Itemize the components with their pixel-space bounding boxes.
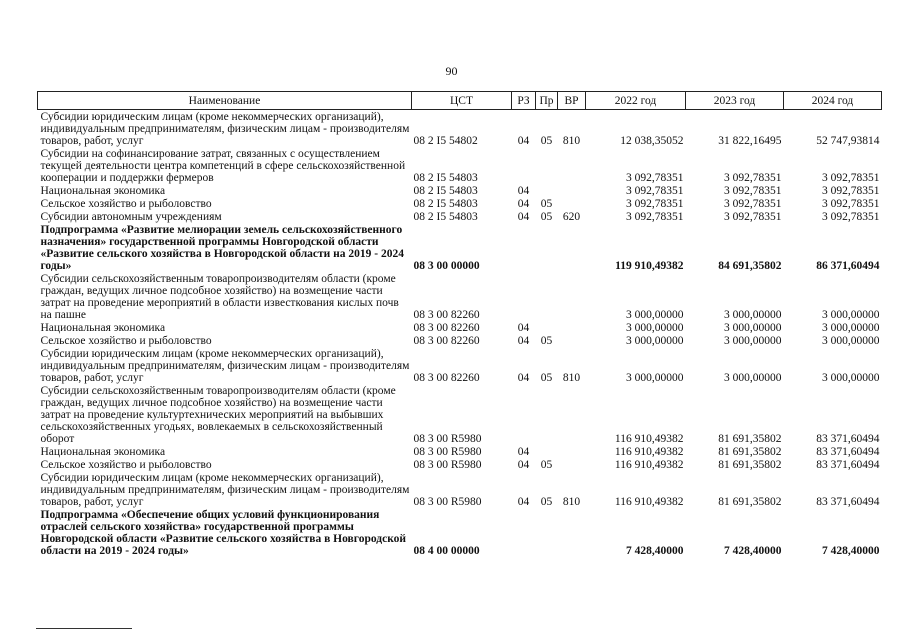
row-pr <box>536 384 558 445</box>
row-2024: 83 371,60494 <box>816 496 880 508</box>
row-rz: 04 <box>517 135 530 147</box>
row-pr <box>536 147 558 184</box>
row-vr: 810 <box>562 496 581 508</box>
row-2024: 52 747,93814 <box>816 135 880 147</box>
row-cst: 08 2 I5 54803 <box>413 185 478 197</box>
header-cst: ЦСТ <box>412 92 512 110</box>
row-vr: 810 <box>562 135 581 147</box>
row-2024: 3 000,00000 <box>822 372 880 384</box>
row-2023: 3 092,78351 <box>724 185 782 197</box>
row-2022: 3 092,78351 <box>626 211 684 223</box>
table-row <box>38 445 882 458</box>
row-2024: 3 000,00000 <box>822 309 880 321</box>
row-rz: 04 <box>517 372 530 384</box>
row-2024: 3 092,78351 <box>822 198 880 210</box>
row-2023: 84 691,35802 <box>718 260 782 272</box>
row-cst: 08 3 00 00000 <box>413 260 480 272</box>
header-2024: 2024 год <box>784 92 882 110</box>
row-rz: 04 <box>517 496 530 508</box>
row-name: Субсидии сельскохозяйственным товаропроизводителям области (кроме граждан, ведущих личное подсобное хозяйство) на возмещение части затрат на проведение мероприятий в области известкования кислых почв на пашне <box>40 273 399 321</box>
row-vr <box>558 272 586 321</box>
row-rz: 04 <box>517 335 530 347</box>
row-name: Субсидии автономным учреждениям <box>40 211 222 223</box>
row-pr <box>536 445 558 458</box>
table-row <box>38 110 882 148</box>
table-row <box>38 223 882 272</box>
row-rz: 04 <box>517 322 530 334</box>
row-vr <box>558 384 586 445</box>
row-name: Субсидии юридическим лицам (кроме некоммерческих организаций), индивидуальным предпринимателям, физическим лицам - производителям товаров, работ, услуг <box>40 348 410 384</box>
row-rz <box>512 272 536 321</box>
row-2023: 81 691,35802 <box>718 446 782 458</box>
row-vr <box>558 197 586 210</box>
row-cst: 08 2 I5 54802 <box>413 135 478 147</box>
row-pr: 05 <box>540 372 553 384</box>
row-2024: 3 092,78351 <box>822 211 880 223</box>
row-cst: 08 3 00 82260 <box>413 372 480 384</box>
header-pr: Пр <box>536 92 558 110</box>
row-rz <box>512 384 536 445</box>
table-row <box>38 471 882 508</box>
row-2022: 3 092,78351 <box>626 198 684 210</box>
row-vr <box>558 223 586 272</box>
row-2023: 3 092,78351 <box>724 211 782 223</box>
row-rz <box>512 147 536 184</box>
row-vr <box>558 508 586 557</box>
row-2023: 3 092,78351 <box>724 172 782 184</box>
row-pr <box>536 272 558 321</box>
row-pr <box>536 223 558 272</box>
table-row <box>38 210 882 223</box>
row-pr <box>536 508 558 557</box>
row-rz: 04 <box>517 446 530 458</box>
row-vr <box>558 334 586 347</box>
row-vr <box>558 184 586 197</box>
row-2022: 116 910,49382 <box>614 459 684 471</box>
row-2024: 3 092,78351 <box>822 172 880 184</box>
row-2023: 81 691,35802 <box>718 433 782 445</box>
row-vr <box>558 147 586 184</box>
row-2022: 12 038,35052 <box>620 135 684 147</box>
row-rz <box>512 223 536 272</box>
row-cst: 08 3 00 R5980 <box>413 433 482 445</box>
row-2023: 7 428,40000 <box>724 545 782 557</box>
row-2024: 7 428,40000 <box>822 545 880 557</box>
table-row <box>38 321 882 334</box>
row-2022: 116 910,49382 <box>614 433 684 445</box>
row-2024: 3 092,78351 <box>822 185 880 197</box>
row-cst: 08 2 I5 54803 <box>413 198 478 210</box>
header-rz: РЗ <box>512 92 536 110</box>
table-row <box>38 147 882 184</box>
row-cst: 08 2 I5 54803 <box>413 172 478 184</box>
row-name: Сельское хозяйство и рыболовство <box>40 198 212 210</box>
table-header-row <box>38 92 882 110</box>
row-cst: 08 2 I5 54803 <box>413 211 478 223</box>
row-rz: 04 <box>517 185 530 197</box>
page-number: 90 <box>445 64 458 78</box>
row-name: Субсидии юридическим лицам (кроме некоммерческих организаций), индивидуальным предпринимателям, физическим лицам - производителям товаров, работ, услуг <box>40 472 410 508</box>
row-2024: 83 371,60494 <box>816 446 880 458</box>
row-pr: 05 <box>540 496 553 508</box>
row-2023: 3 092,78351 <box>724 198 782 210</box>
table-row <box>38 197 882 210</box>
row-pr: 05 <box>540 335 553 347</box>
row-name: Субсидии на софинансирование затрат, связанных с осуществлением текущей деятельности центра компетенций в сфере сельскохозяйственной кооперации и поддержки фермеров <box>40 148 406 184</box>
row-2022: 3 092,78351 <box>626 185 684 197</box>
row-name: Сельское хозяйство и рыболовство <box>40 335 212 347</box>
table-row <box>38 184 882 197</box>
row-name: Национальная экономика <box>40 322 166 334</box>
row-pr <box>536 184 558 197</box>
row-name: Сельское хозяйство и рыболовство <box>40 459 212 471</box>
row-2023: 3 000,00000 <box>724 372 782 384</box>
header-vr: ВР <box>558 92 586 110</box>
row-cst: 08 3 00 82260 <box>413 322 480 334</box>
row-cst: 08 3 00 R5980 <box>413 496 482 508</box>
budget-table <box>37 91 882 557</box>
row-name: Субсидии юридическим лицам (кроме некоммерческих организаций), индивидуальным предпринимателям, физическим лицам - производителям товаров, работ, услуг <box>40 111 410 147</box>
row-vr: 620 <box>562 211 581 223</box>
row-vr <box>558 321 586 334</box>
row-rz: 04 <box>517 459 530 471</box>
row-2022: 116 910,49382 <box>614 496 684 508</box>
table-row <box>38 272 882 321</box>
row-2023: 81 691,35802 <box>718 496 782 508</box>
footnote-divider <box>36 628 132 629</box>
table-row <box>38 334 882 347</box>
row-pr: 05 <box>540 198 553 210</box>
row-2023: 81 691,35802 <box>718 459 782 471</box>
table-row <box>38 347 882 384</box>
row-name: Подпрограмма «Развитие мелиорации земель сельскохозяйственного назначения» государственной программы Новгородской области «Развитие сельского хозяйства в Новгородской области на 2019 - 2024 годы» <box>40 224 404 272</box>
row-rz <box>512 508 536 557</box>
row-2024: 83 371,60494 <box>816 459 880 471</box>
row-2022: 3 000,00000 <box>626 322 684 334</box>
row-2024: 3 000,00000 <box>822 335 880 347</box>
row-2024: 86 371,60494 <box>816 260 880 272</box>
table-row <box>38 508 882 557</box>
row-cst: 08 3 00 R5980 <box>413 446 482 458</box>
row-2022: 3 000,00000 <box>626 335 684 347</box>
row-pr: 05 <box>540 135 553 147</box>
row-2023: 3 000,00000 <box>724 309 782 321</box>
row-2022: 3 000,00000 <box>626 309 684 321</box>
row-2023: 3 000,00000 <box>724 322 782 334</box>
row-cst: 08 3 00 82260 <box>413 309 480 321</box>
row-2023: 31 822,16495 <box>718 135 782 147</box>
table-row <box>38 384 882 445</box>
row-2024: 3 000,00000 <box>822 322 880 334</box>
row-vr <box>558 458 586 471</box>
row-2024: 83 371,60494 <box>816 433 880 445</box>
table-row <box>38 458 882 471</box>
row-pr: 05 <box>540 459 553 471</box>
row-2022: 116 910,49382 <box>614 446 684 458</box>
row-2022: 119 910,49382 <box>615 260 684 272</box>
row-rz: 04 <box>517 211 530 223</box>
row-name: Национальная экономика <box>40 185 166 197</box>
row-2022: 7 428,40000 <box>626 545 684 557</box>
header-name: Наименование <box>38 92 412 110</box>
row-rz: 04 <box>517 198 530 210</box>
row-2022: 3 000,00000 <box>626 372 684 384</box>
row-2022: 3 092,78351 <box>626 172 684 184</box>
row-2023: 3 000,00000 <box>724 335 782 347</box>
row-vr: 810 <box>562 372 581 384</box>
row-vr <box>558 445 586 458</box>
row-name: Подпрограмма «Обеспечение общих условий функционирования отраслей сельского хозяйства» государственной программы Новгородской области «Развитие сельского хозяйства в Новгородской области на 2019 - 2024 годы» <box>40 509 407 557</box>
row-cst: 08 3 00 82260 <box>413 335 480 347</box>
row-cst: 08 4 00 00000 <box>413 545 480 557</box>
row-name: Национальная экономика <box>40 446 166 458</box>
row-cst: 08 3 00 R5980 <box>413 459 482 471</box>
row-name: Субсидии сельскохозяйственным товаропроизводителям области (кроме граждан, ведущих личное подсобное хозяйство) на возмещение части затрат на проведение культуртехнических мероприятий на выбывших сельскохозяйственных угодьях, вовлекаемых в сельскохозяйственный оборот <box>40 385 396 445</box>
header-2022: 2022 год <box>586 92 686 110</box>
row-pr <box>536 321 558 334</box>
row-pr: 05 <box>540 211 553 223</box>
header-2023: 2023 год <box>686 92 784 110</box>
